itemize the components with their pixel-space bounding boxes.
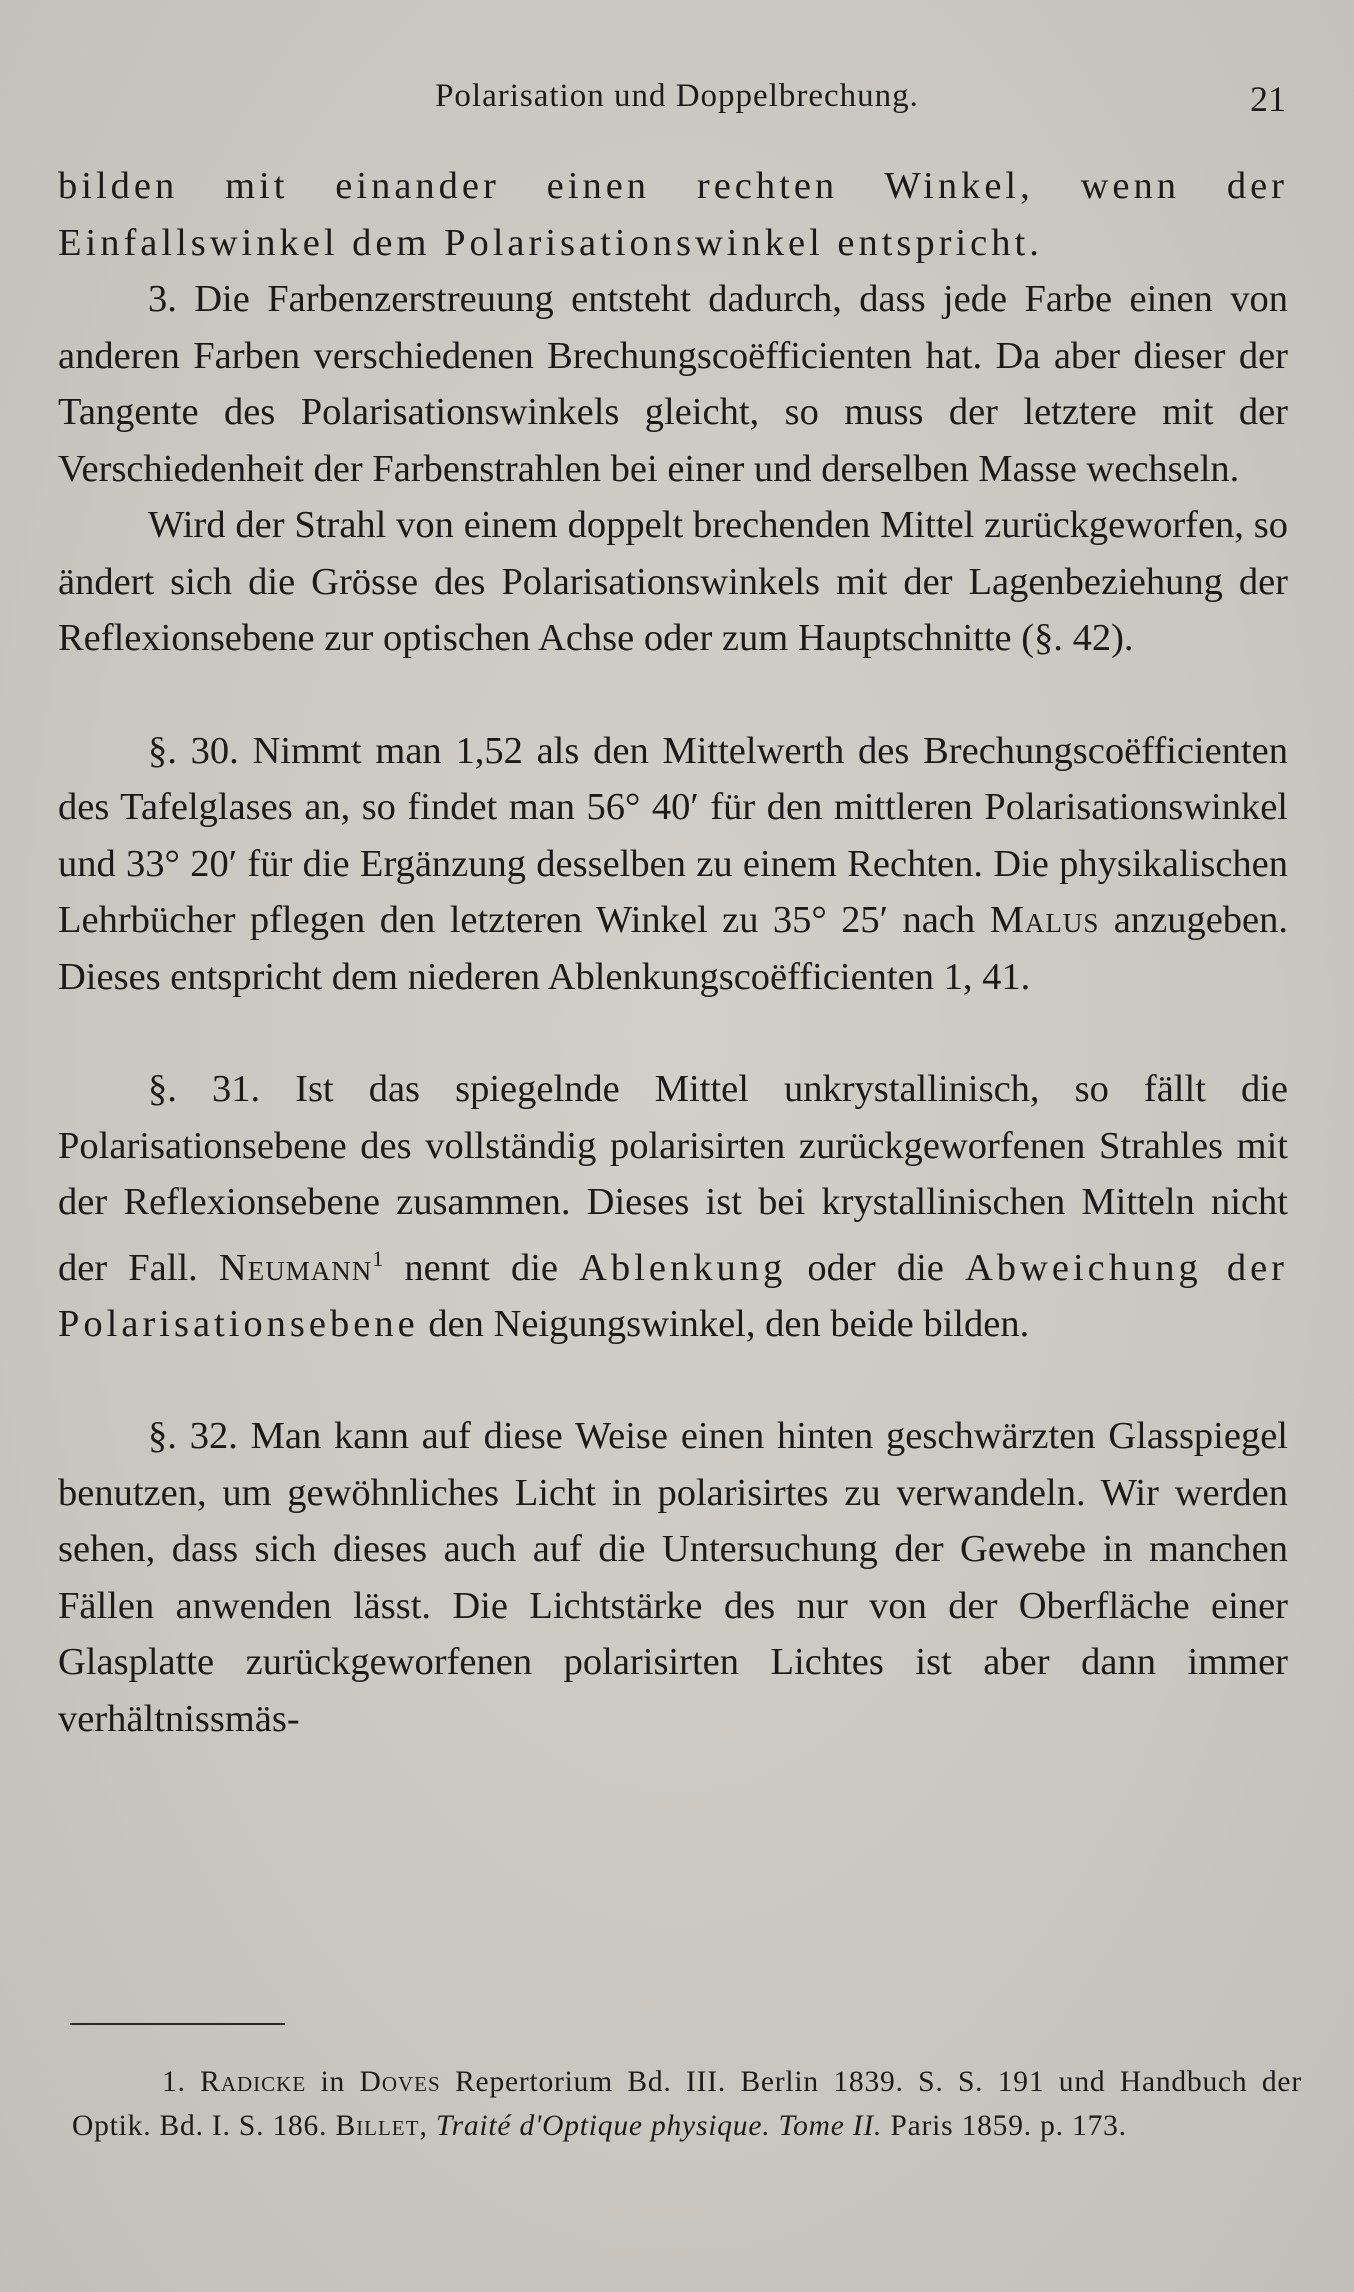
- spaced-text: bilden mit einander einen rechten Winkel, wenn der Einfallswinkel dem Polarisationswinkel entspricht.: [58, 165, 1288, 264]
- footnote-title-italic: Traité d'Optique physique. Tome II.: [436, 2110, 883, 2142]
- section-31-text-or: oder die: [807, 1246, 944, 1289]
- author-name-neumann: Neumann: [218, 1246, 373, 1289]
- footnote-reference-2: Paris 1859. p. 173.: [890, 2110, 1127, 2142]
- section-31-text: §. 31. Ist das spiegelnde Mittel unkrystallinisch, so fällt die Polarisationsebene des vollständig polarisirten zurückgeworfenen Strahles mit der Reflexionsebene zusammen. Dieses ist bei krystallinischen Mitteln nicht der Fall.: [58, 1068, 1288, 1289]
- page-header: [0, 78, 1354, 126]
- page-number: 21: [1250, 79, 1286, 119]
- footnote: [72, 2060, 1302, 2148]
- footnote-rule: [70, 2023, 285, 2025]
- footnote-marker: 1: [372, 1245, 384, 1271]
- footnote-author-radicke: Radicke: [200, 2066, 307, 2098]
- footnote-text-in: in: [320, 2066, 346, 2098]
- paragraph-point-3: 3. Die Farbenzerstreuung entsteht dadurch, dass jede Farbe einen von anderen Farben verschiedenen Brechungscoëfficienten hat. Da aber dieser der Tangente des Polarisationswinkels gleicht, so muss der letztere mit der Verschiedenheit der Farbenstrahlen bei einer und derselben Masse wechseln.: [58, 278, 1288, 490]
- section-gap: [58, 667, 1288, 723]
- section-30-text: §. 30. Nimmt man 1,52 als den Mittelwerth des Brechungscoëfficienten des Tafelglases an, so findet man 56° 40′ für den mittleren Polarisationswinkel und 33° 20′ für die Ergänzung desselben zu einem Rechten. Die physikalischen Lehrbücher pflegen den letzteren Winkel zu 35° 25′ nach: [58, 729, 1288, 941]
- paragraph-section-31: [58, 1061, 1288, 1352]
- footnote-reference-1: Repertorium Bd. III. Berlin 1839. S. S. 191 und Handbuch der Optik. Bd. I. S. 186.: [72, 2066, 1302, 2142]
- section-30-text-end: anzugeben. Dieses entspricht dem niederen Ablenkungscoëfficienten 1, 41.: [58, 899, 1289, 998]
- section-31-text-end: den Neigungswinkel, den beide bilden.: [428, 1302, 1030, 1345]
- author-name-malus: Malus: [989, 899, 1100, 941]
- footnote-author-doves: Doves: [359, 2066, 441, 2098]
- running-title: Polarisation und Doppelbrechung.: [435, 78, 919, 114]
- paragraph-doubly-refracting: Wird der Strahl von einem doppelt brechenden Mittel zurückgeworfen, so ändert sich die Grösse des Polarisationswinkels mit der Lagenbeziehung der Reflexionsebene zur optischen Achse oder zum Hauptschnitte (§. 42).: [58, 504, 1288, 659]
- paragraph-section-32: §. 32. Man kann auf diese Weise einen hinten geschwärzten Glasspiegel benutzen, um gewöhnliches Licht in polarisirtes zu verwandeln. Wir werden sehen, dass sich dieses auch auf die Untersuchung der Gewebe in manchen Fällen anwenden lässt. Die Lichtstärke des nur von der Oberfläche einer Glasplatte zurückgeworfenen polarisirten Lichtes ist aber dann immer verhältnissmäs-: [58, 1415, 1288, 1740]
- section-gap: [58, 1005, 1288, 1061]
- section-gap: [58, 1352, 1288, 1408]
- footnote-author-billet: Billet,: [335, 2110, 428, 2142]
- footnote-number: 1.: [162, 2066, 186, 2098]
- paragraph-section-30: [58, 723, 1288, 1006]
- body-text: [58, 158, 1288, 1747]
- spaced-term-ablenkung: Ablenkung: [579, 1246, 787, 1289]
- section-31-text-mid: nennt die: [404, 1246, 559, 1289]
- paragraph-continuation: [58, 158, 1288, 271]
- spaced-term-abweichung: Abweichung der Polarisationsebene: [58, 1246, 1288, 1345]
